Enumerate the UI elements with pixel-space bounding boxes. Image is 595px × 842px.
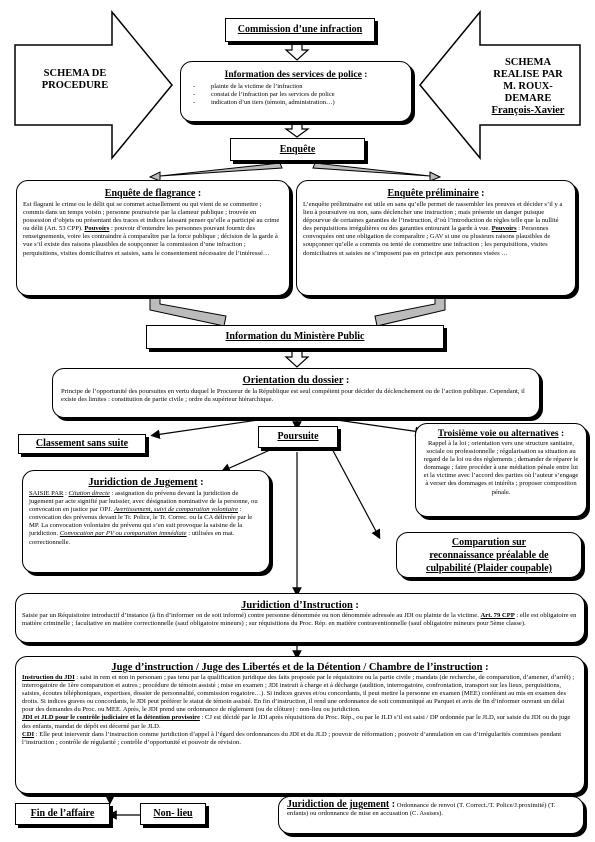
list-item: - indication d’un tiers (témoin, administration…) xyxy=(211,99,411,107)
jugement-final-title: Juridiction de jugement xyxy=(287,799,390,810)
poursuite-title: Poursuite xyxy=(277,431,319,442)
flagrance-heading xyxy=(17,188,289,199)
jugement-body: SAISIE PAR : Citation directe : assignation du prévenu devant la juridiction de jugement par acte signifié par huissier, avec désignation nominative de la personne, ou convocation en justice par OPJ. Avertissement, suivi de comparution volontaire : convocation des prévenus devant le Tr. Police, le Tr. Correc. ou la CA délivrée par le MP. La convocation volontaire du prévenu qui s’en suit provoque la saisine de la juridiction. Convocation par PV ou comparution immédiate : utilisées en mat. correctionnelle. xyxy=(29,490,258,546)
orientation-box xyxy=(52,368,540,418)
instruction-text2: : elle est obligatoire en matière criminelle ; facultative en matière correctionnelle (sauf obligatoire mineurs) ; sur réquisitions du Proc. Rép. en matière contraventionnelle (sauf obligatoire mineurs pour 5ème classe). xyxy=(22,612,577,628)
instruction-colon: : xyxy=(352,600,359,611)
jugement-box xyxy=(22,470,270,573)
info-police-title: Information des services de police xyxy=(224,70,362,80)
preliminaire-body xyxy=(297,199,575,258)
flagrance-body xyxy=(17,199,289,258)
avertissement-text: : convocation des prévenus devant le Tr. Police, le Tr. Correc. ou la CA délivrée par le MP. La convocation volontaire du prévenu qui s’en suit provoque la saisine de la juridiction. xyxy=(29,506,253,538)
instruction-jdi-label: Instruction du JDI xyxy=(22,674,75,681)
jugement-final-body xyxy=(279,797,583,818)
flagrance-box xyxy=(16,180,290,296)
arrow-ministere-orientation xyxy=(286,349,308,367)
juge-paragraph-jld xyxy=(22,714,578,730)
list-item: - constat de l’infraction par les services de police xyxy=(211,91,411,99)
citation-directe-label: Citation directe xyxy=(68,490,110,497)
line-orientation-troisieme xyxy=(330,419,420,432)
crpc-line1: Comparution sur xyxy=(451,537,527,548)
info-police-heading xyxy=(181,70,411,80)
orientation-title: Orientation du dossier xyxy=(242,375,344,386)
troisieme-colon: : xyxy=(558,429,565,439)
fin-box xyxy=(15,803,110,825)
cdi-label: CDI xyxy=(22,730,35,738)
line-orientation-classement xyxy=(155,419,265,435)
cdi-text: : Elle peut intervenir dans l’instruction comme juridiction d’appel à l’égard des ordonnances du JDI et du JLD ; pouvoir de réformation ; pouvoir d’annulation en cas d’irrégularités commises pendant l’instruction ; contrôle de régularité ; contrôle d’opportunité et pouvoir de révision. xyxy=(22,730,562,746)
orientation-text: Principe de l’opportunité des poursuites en vertu duquel le Procureur de la République est seul compétent pour décider du déclenchement ou de l’action publique. Cependant, il existe des limites : constitution de partie civile ; ordre du supérieur hiérarchique. xyxy=(61,388,525,404)
juge-paragraph-jdi xyxy=(22,674,578,714)
fin-title: Fin de l’affaire xyxy=(30,808,95,819)
flagrance-pouvoirs-label: Pouvoirs xyxy=(84,225,110,233)
line-poursuite-jugement xyxy=(225,450,270,470)
juge-heading xyxy=(16,662,584,673)
info-police-colon: : xyxy=(361,70,368,80)
poursuite-box xyxy=(258,426,338,448)
author-line3: M. ROUX- xyxy=(503,81,553,92)
arrow-flagrance-ministere xyxy=(150,294,226,326)
flagrance-pouvoirs-text: : pouvoir d’entendre les personnes pouvant fournir des renseignements, voire les contraindre à comparaître par la force publique ; décision de la garde à vue s’il existe des raisons plausibles de soupçonner la commission d’une infraction ; perquisitions, visites domiciliaires et saisies, sans le consentement nécessaire de l’intéressé… xyxy=(23,225,278,257)
juge-colon: : xyxy=(482,662,489,673)
preliminaire-heading xyxy=(297,188,575,199)
convocation-pv-text: : utilisées en mat. correctionnelle. xyxy=(29,530,235,546)
instruction-body xyxy=(16,611,584,628)
preliminaire-title: Enquête préliminaire xyxy=(387,188,479,199)
jugement-colon: : xyxy=(197,477,204,488)
instruction-text1: Saisie par un Réquisitoire introductif d’instance (à fin d’informer on de soit informé) contre personne dénommée ou non dénommée adressée au JDI ou plainte de la victime. xyxy=(22,612,481,619)
list-item: - plainte de la victime de l’infraction xyxy=(211,83,411,91)
crpc-line3: culpabilité (Plaider coupable) xyxy=(426,563,552,574)
info-police-list xyxy=(181,83,411,107)
citation-directe-text: : assignation du prévenu devant la juridiction de jugement par acte signifié par huissier, avec désignation nominative de la personne, ou convocation en justice par OPJ. xyxy=(29,490,258,514)
ministere-title: Information du Ministère Public xyxy=(225,331,365,342)
schema-label-line1: SCHEMA DE xyxy=(43,68,107,79)
jugement-final-colon: : xyxy=(389,799,396,810)
nonlieu-box xyxy=(140,803,206,825)
author-line5: François-Xavier xyxy=(491,105,565,116)
line-poursuite-crpc xyxy=(330,445,378,535)
troisieme-heading xyxy=(416,429,586,439)
schema-label-line2: PROCEDURE xyxy=(41,80,109,91)
juge-body xyxy=(16,673,584,747)
enquete-title: Enquête xyxy=(279,144,316,155)
saisie-label: SAISIE PAR xyxy=(29,490,64,497)
crpc-line2: reconnaissance préalable de xyxy=(429,550,549,561)
ministere-box xyxy=(146,325,444,349)
juge-title: Juge d’instruction / Juge des Libertés et de la Détention / Chambre de l’instruction xyxy=(111,662,483,673)
convocation-pv-label: Convocation par PV ou comparution immédiate xyxy=(59,530,187,538)
commission-title: Commission d’une infraction xyxy=(237,24,363,35)
flagrance-colon: : xyxy=(195,188,202,199)
preliminaire-pouvoirs-text: : Personnes convoquées ont une obligation de comparaître ; GAV si une ou plusieurs raisons plausibles de soupçonner qu’elle a commis ou tenté de commettre une infraction ; les perquisitions, visites domiciliaires et saisies ne s’imposent pas en principe aux personnes visées … xyxy=(303,225,551,257)
arrow-enquete-preliminaire xyxy=(313,163,440,181)
schema-procedure-label xyxy=(30,68,120,92)
orientation-colon: : xyxy=(343,375,350,386)
nonlieu-title: Non- lieu xyxy=(153,808,193,819)
arrow-preliminaire-ministere xyxy=(375,296,445,326)
juge-box xyxy=(15,656,585,794)
enquete-box xyxy=(230,138,365,161)
instruction-box xyxy=(15,593,585,643)
crpc-title xyxy=(397,536,581,575)
classement-box xyxy=(18,434,146,454)
troisieme-text: Rappel à la loi ; orientation vers une structure sanitaire, sociale ou professionnelle ; régularisation sa situation au regard de la loi ou des règlements ; demander de réparer le dommage ; faire procéder à une médiation pénale entre lui et la victime avec l’accord des parties où l’auteur s’engage à verser des dommages et intérêts ; proposer composition pénale. xyxy=(423,440,579,496)
info-police-box xyxy=(180,61,412,122)
jugement-final-box xyxy=(278,796,584,834)
author-line1: SCHEMA xyxy=(504,57,552,68)
instruction-jdi-text: : saisi in rem et non in personam ; pas tenu par la qualification juridique des faits proposée par le réquisitoire ou la partie civile ; mandats (de recherche, de comparution, d’amener, d’arrêt) ; interrogatoire de 1ère comparution et autres ; procédure de témoin assisté ; mise en examen ; JDI instruit à charge et à décharge (audition, interrogatoire, confrontation, transport sur les lieux, perquisitions, saisies, écoutes téléphoniques, expertises, dossier de personnalité, commission rogatoire…). Si indices graves et/ou concordants, il peut mettre la personne en examen (MEE) conférant au mis en examen des droits. Si indices graves ou concordants, le JDI peut préférer le statut de témoin assisté. En fin d’instruction, il rend une ordonnance de soit communiqué au Parquet et avis de fin d’informer ouvrant un délai pour des demandes du Proc. ou MEE. Après, le JDI prend une ordonnance de règlement (ou de clôture) : non-lieu ou juridiction. xyxy=(22,674,575,714)
flagrance-text: Est flagrant le crime ou le délit qui se commet actuellement ou qui vient de se commettre ; commis dans un temps voisin ; personne poursuivie par la clameur publique ; trouvée en possession d’objets ou présentant des traces et indices laissant penser qu’elle a participé au crime ou délit (Art. 53 CPP). xyxy=(23,201,280,233)
jugement-final-text: Ordonnance de renvoi (T. Correct./T. Police/J.proximité) (T. enfants) ou ordonnance de mise en accusation (C. Assises). xyxy=(287,802,556,818)
instruction-title: Juridiction d’Instruction xyxy=(241,600,353,611)
orientation-heading xyxy=(53,375,539,386)
author-label xyxy=(478,57,578,117)
author-line2: REALISE PAR xyxy=(493,69,563,80)
crpc-box xyxy=(396,532,582,578)
art79-label: Art. 79 CPP xyxy=(480,612,515,619)
jdi-jld-text: : CJ est décidé par le JDI après réquisitions du Proc. Rép., ou par le JLD s’il est saisi / DP ordonnée par le JLD, sur saisie du JDI ou du juge des enfants, mandat de dépôt est décerné par le JLD. xyxy=(22,714,571,730)
arrow-commission-police xyxy=(286,43,308,60)
jugement-title: Juridiction de Jugement xyxy=(88,477,198,488)
juge-paragraph-cdi xyxy=(22,731,578,747)
jdi-jld-label: JDI et JLD pour le contrôle judiciaire et la détention provisoire xyxy=(22,714,200,722)
preliminaire-text: L’enquête préliminaire est utile en sans qu’elle permet de rassembler les preuves et décider s’il y a lieu à poursuivre ou non, sans déclencher une instruction ; mais présente un danger puisque dépourvue de certaines garanties de l’instruction, d’où l’introduction de règles telle que la nullité des perquisitions irrégulières ou des garanties entourant la garde à vue. xyxy=(303,201,563,233)
avertissement-label: Avertissement, suivi de comparution volontaire xyxy=(113,506,239,514)
classement-title: Classement sans suite xyxy=(35,438,129,449)
instruction-heading xyxy=(16,600,584,611)
preliminaire-pouvoirs-label: Pouvoirs xyxy=(491,225,517,233)
troisieme-box xyxy=(415,423,587,517)
arrow-police-enquete xyxy=(286,124,308,137)
arrow-enquete-flagrance xyxy=(150,163,282,181)
troisieme-title: Troisième voie ou alternatives xyxy=(437,429,559,439)
preliminaire-colon: : xyxy=(478,188,485,199)
preliminaire-box xyxy=(296,180,576,296)
jugement-heading xyxy=(23,477,269,488)
author-line4: DEMARE xyxy=(504,93,552,104)
commission-box xyxy=(225,18,375,42)
flagrance-title: Enquête de flagrance xyxy=(104,188,196,199)
